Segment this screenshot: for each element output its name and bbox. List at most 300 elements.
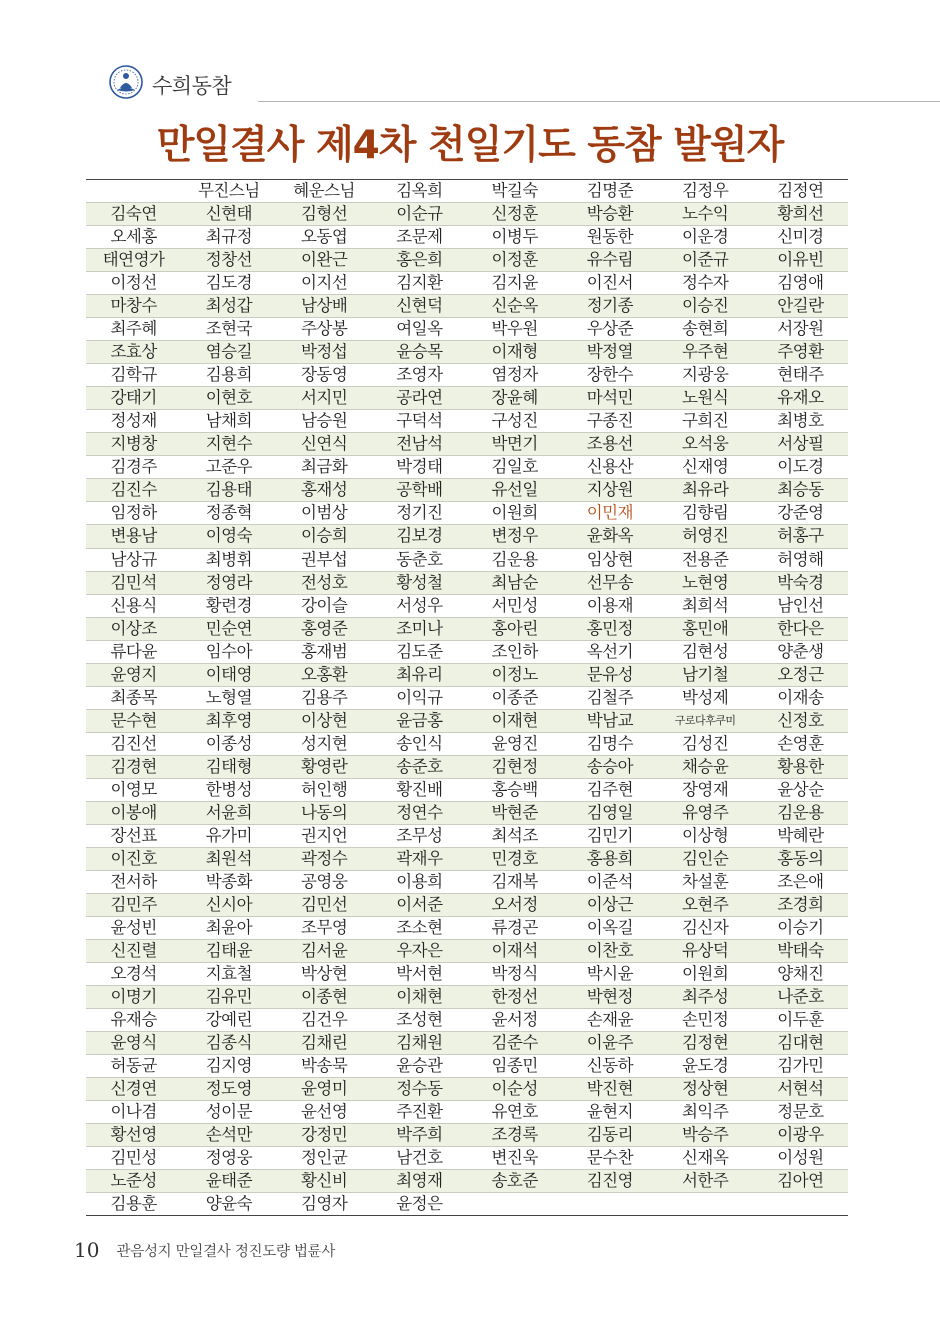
name-cell: 나동의 [300, 802, 348, 822]
name-cell: 곽정수 [300, 848, 348, 868]
name-cell: 공라연 [396, 388, 443, 408]
name-cell: 윤금홍 [396, 710, 443, 730]
name-cell: 황영란 [300, 756, 348, 776]
name-cell: 김태윤 [205, 941, 253, 961]
name-cell: 최원석 [205, 848, 253, 868]
name-cell: 조경록 [491, 1125, 538, 1145]
name-cell: 최종목 [110, 687, 157, 707]
name-cell: 전용준 [681, 549, 729, 569]
name-cell: 최유리 [396, 664, 443, 684]
name-cell: 최병휘 [205, 549, 253, 569]
table-row [86, 1009, 848, 1032]
table-row [86, 1170, 848, 1193]
name-cell: 조성현 [396, 1010, 443, 1030]
table-row [86, 1147, 848, 1170]
name-cell: 변정우 [491, 526, 538, 546]
name-cell: 정성재 [110, 411, 157, 431]
name-cell: 박정열 [586, 342, 634, 362]
name-cell: 손영훈 [777, 733, 824, 753]
name-cell: 변용남 [110, 526, 157, 546]
name-cell: 이승희 [300, 526, 348, 546]
name-cell: 오경석 [110, 964, 157, 984]
name-cell: 김태형 [205, 756, 253, 776]
name-cell [658, 1193, 753, 1216]
name-cell: 황성철 [396, 572, 443, 592]
name-cell: 신경연 [110, 1079, 157, 1099]
name-cell: 송준호 [396, 756, 443, 776]
name-cell: 신미경 [777, 227, 824, 247]
table-row [86, 572, 848, 595]
name-cell: 최금화 [300, 457, 348, 477]
table-row [86, 917, 848, 940]
name-cell: 정수동 [396, 1079, 443, 1099]
name-cell: 홍동의 [777, 848, 824, 868]
name-cell: 정영라 [205, 572, 253, 592]
name-cell: 성지현 [300, 733, 348, 753]
name-cell: 윤정은 [396, 1194, 443, 1214]
name-cell: 이상형 [681, 825, 729, 845]
name-cell: 황신비 [300, 1171, 348, 1191]
name-cell: 나준호 [777, 987, 824, 1007]
name-cell: 최유라 [681, 480, 729, 500]
name-cell: 이태영 [205, 664, 253, 684]
name-cell: 류경곤 [491, 918, 538, 937]
name-cell [86, 180, 181, 202]
table-row [86, 1032, 848, 1055]
table-row [86, 479, 848, 502]
name-cell: 허홍구 [777, 526, 824, 546]
name-cell: 김도준 [396, 641, 443, 661]
name-cell: 김영자 [300, 1194, 348, 1214]
name-cell: 신시아 [205, 894, 253, 914]
name-cell: 구로다후쿠미 [674, 713, 736, 727]
name-cell: 김용희 [205, 365, 253, 385]
name-cell: 이성원 [777, 1148, 824, 1168]
table-row [86, 710, 848, 733]
name-cell: 김건우 [300, 1010, 348, 1030]
name-cell: 서지민 [300, 388, 348, 408]
name-cell: 한병성 [205, 779, 253, 799]
table-row [86, 433, 848, 456]
name-cell: 최승동 [777, 480, 824, 500]
name-cell: 윤영지 [110, 664, 157, 684]
name-cell: 홍아린 [491, 618, 538, 638]
name-cell: 김민기 [586, 825, 634, 845]
name-cell: 지상원 [586, 480, 634, 500]
name-cell: 오서정 [491, 894, 538, 914]
name-cell: 송현희 [681, 319, 729, 339]
name-cell: 서민성 [491, 595, 538, 615]
name-cell: 박정식 [491, 964, 538, 984]
name-cell: 최규정 [205, 227, 253, 247]
name-cell: 이민재 [586, 503, 634, 523]
name-cell: 양춘생 [777, 641, 824, 661]
name-cell: 박승주 [681, 1125, 729, 1145]
name-cell: 최익주 [681, 1102, 729, 1122]
name-cell: 서상필 [777, 434, 824, 454]
name-cell: 주진환 [396, 1102, 443, 1122]
table-row [86, 318, 848, 341]
name-cell: 이봉애 [110, 802, 157, 822]
name-cell: 정기진 [396, 503, 443, 523]
name-cell: 이두훈 [777, 1010, 824, 1030]
name-cell: 손재윤 [586, 1010, 634, 1030]
name-cell: 조현국 [205, 319, 253, 339]
name-cell: 이서준 [396, 894, 443, 914]
table-row [86, 848, 848, 871]
name-cell: 김준수 [491, 1033, 538, 1053]
name-cell: 최주성 [681, 987, 729, 1007]
name-cell: 최석조 [491, 825, 538, 845]
name-cell: 김재복 [491, 871, 538, 891]
name-cell: 유영주 [681, 802, 729, 822]
name-cell: 이순성 [491, 1079, 538, 1099]
name-cell: 강태기 [110, 388, 157, 408]
table-row [86, 894, 848, 917]
name-cell: 김숙연 [110, 204, 157, 224]
name-cell: 이용희 [396, 871, 443, 891]
name-cell: 강정민 [300, 1125, 348, 1145]
name-cell: 선무송 [586, 572, 634, 592]
table-row [86, 963, 848, 986]
name-cell: 장윤혜 [491, 388, 538, 408]
name-cell: 황진배 [396, 779, 443, 799]
name-cell: 우주현 [681, 342, 729, 362]
name-cell: 이종성 [205, 733, 253, 753]
name-cell: 이재송 [777, 687, 824, 707]
name-cell: 김민주 [110, 894, 157, 914]
name-cell: 유수림 [586, 250, 634, 270]
name-cell: 박상현 [300, 964, 348, 984]
name-cell: 최희석 [681, 595, 729, 615]
name-cell: 이도경 [777, 457, 824, 477]
name-cell: 이윤주 [586, 1033, 634, 1053]
table-row [86, 226, 848, 249]
name-cell: 양채진 [777, 964, 824, 984]
name-cell: 강예린 [205, 1010, 253, 1030]
name-cell: 류다윤 [110, 641, 157, 661]
name-cell: 문수현 [110, 710, 157, 730]
table-row [86, 1055, 848, 1078]
name-cell: 이찬호 [586, 941, 634, 961]
table-row [86, 249, 848, 272]
name-cell: 홍은희 [396, 250, 443, 270]
name-cell: 박진현 [586, 1079, 634, 1099]
name-cell: 남채희 [205, 411, 253, 431]
name-cell: 송호준 [491, 1171, 538, 1191]
name-cell: 윤화옥 [586, 526, 634, 546]
name-cell: 이정훈 [491, 250, 538, 270]
name-cell: 조용선 [586, 434, 634, 454]
name-cell: 조문제 [396, 227, 443, 247]
name-cell: 황희선 [777, 204, 824, 224]
table-row [86, 756, 848, 779]
name-cell: 서성우 [396, 595, 443, 615]
table-row [86, 687, 848, 710]
name-cell: 황용한 [777, 756, 824, 776]
name-cell: 여일옥 [396, 319, 443, 339]
name-cell: 김주현 [586, 779, 634, 799]
name-cell: 박길숙 [491, 181, 538, 200]
name-cell: 유재승 [110, 1010, 157, 1030]
name-cell: 조무영 [300, 918, 348, 937]
name-cell: 김민석 [110, 572, 157, 592]
name-cell: 지병창 [110, 434, 157, 454]
table-row [86, 1078, 848, 1101]
name-cell: 문수찬 [586, 1148, 634, 1168]
name-cell: 박송묵 [300, 1056, 348, 1076]
name-cell: 윤현지 [586, 1102, 634, 1122]
name-cell: 김진선 [110, 733, 157, 753]
name-cell: 최주혜 [110, 319, 157, 339]
name-cell: 지현수 [205, 434, 253, 454]
name-cell: 이원희 [681, 964, 729, 984]
table-row [86, 825, 848, 848]
table-row [86, 272, 848, 295]
name-cell: 박현준 [491, 802, 538, 822]
name-cell: 황선영 [110, 1125, 157, 1145]
name-cell: 공영웅 [300, 871, 348, 891]
section-title: 수희동참 [152, 74, 232, 98]
name-cell: 김운용 [491, 549, 538, 569]
name-cell: 노수익 [681, 204, 729, 224]
name-cell: 우자은 [396, 941, 443, 961]
name-cell: 남상배 [300, 296, 348, 316]
name-cell: 고준우 [205, 457, 253, 477]
name-cell: 마창수 [110, 296, 157, 316]
name-cell: 김정현 [681, 1033, 729, 1053]
name-cell: 이나겸 [110, 1102, 157, 1122]
name-cell: 한다은 [777, 618, 824, 638]
name-cell: 구종진 [586, 411, 634, 431]
name-cell: 노원식 [681, 388, 729, 408]
name-cell: 박우원 [491, 319, 538, 339]
name-cell: 서한주 [681, 1171, 729, 1191]
name-cell: 허동균 [110, 1056, 157, 1076]
name-cell: 김운용 [777, 802, 824, 822]
name-cell: 김옥희 [396, 181, 443, 200]
table-row [86, 986, 848, 1009]
buddha-lotus-logo-icon [108, 64, 144, 100]
name-cell: 문유성 [586, 664, 634, 684]
name-cell: 권지언 [300, 825, 348, 845]
name-cell: 김형선 [300, 204, 348, 224]
name-cell: 황련경 [205, 595, 253, 615]
name-cell: 박주희 [396, 1125, 443, 1145]
name-cell: 유상덕 [681, 941, 729, 961]
name-cell: 정인균 [300, 1148, 348, 1168]
name-cell: 이익규 [396, 687, 443, 707]
name-cell: 전성호 [300, 572, 348, 592]
name-cell: 박현정 [586, 987, 634, 1007]
name-cell: 민순연 [205, 618, 253, 638]
name-cell: 이현호 [205, 388, 253, 408]
name-cell: 조미나 [396, 618, 443, 638]
name-cell: 김학규 [110, 365, 157, 385]
name-cell: 조은애 [777, 871, 824, 891]
table-row [86, 456, 848, 479]
table-row [86, 387, 848, 410]
name-cell: 우상준 [586, 319, 634, 339]
table-row [86, 940, 848, 963]
name-cell: 윤태준 [205, 1171, 253, 1191]
name-cell: 김명준 [586, 181, 634, 200]
name-cell: 허인행 [300, 779, 348, 799]
name-cell: 구희진 [681, 411, 729, 431]
name-cell: 신동하 [586, 1056, 634, 1076]
name-cell: 이승진 [681, 296, 729, 316]
name-cell: 김지환 [396, 273, 443, 293]
name-cell: 홍영준 [300, 618, 348, 638]
name-cell: 장선표 [110, 825, 157, 845]
name-cell: 박경태 [396, 457, 443, 477]
name-cell: 김명수 [586, 733, 634, 753]
name-cell: 정창선 [205, 250, 253, 270]
name-cell: 전서하 [110, 871, 157, 891]
name-cell: 이진호 [110, 848, 157, 868]
name-cell: 박면기 [491, 434, 538, 454]
page-title: 만일결사 제4차 천일기도 동참 발원자 [156, 123, 784, 168]
name-cell: 김진영 [586, 1171, 634, 1191]
name-cell: 김용주 [300, 687, 348, 707]
name-cell: 이운경 [681, 227, 729, 247]
name-cell: 박종화 [205, 871, 253, 891]
name-cell: 이상조 [110, 618, 157, 638]
name-cell: 김유민 [205, 987, 253, 1007]
name-cell: 신용식 [110, 595, 157, 615]
name-cell: 최남순 [491, 572, 538, 592]
table-row [86, 1193, 848, 1216]
name-cell: 윤서정 [491, 1010, 538, 1030]
name-cell: 마석민 [586, 388, 634, 408]
name-cell: 김용태 [205, 480, 253, 500]
name-cell: 김채원 [396, 1033, 443, 1053]
page-number: 10 [74, 1238, 100, 1262]
table-row [86, 664, 848, 687]
name-cell: 김용훈 [110, 1194, 157, 1214]
name-cell [467, 1193, 562, 1216]
table-row [86, 595, 848, 618]
name-cell: 이정선 [110, 273, 157, 293]
table-row [86, 618, 848, 641]
name-cell: 양윤숙 [205, 1194, 253, 1214]
name-cell: 이병두 [491, 227, 538, 247]
name-cell: 조인하 [491, 641, 538, 661]
name-cell: 이정노 [491, 664, 538, 684]
page-footer [74, 1238, 335, 1262]
name-cell: 변진욱 [491, 1148, 538, 1168]
name-cell: 김정연 [777, 181, 824, 200]
name-cell: 정상현 [681, 1079, 729, 1099]
name-cell: 이진서 [586, 273, 634, 293]
name-cell: 임수아 [205, 641, 253, 661]
name-cell: 김아연 [777, 1171, 824, 1191]
name-cell [753, 1193, 848, 1216]
name-cell: 염정자 [491, 365, 538, 385]
name-cell: 박정섭 [300, 342, 348, 362]
name-cell: 조영자 [396, 365, 443, 385]
table-row [86, 779, 848, 802]
name-cell: 이완근 [300, 250, 348, 270]
name-cell: 민경호 [491, 848, 538, 868]
name-cell: 지광웅 [681, 365, 729, 385]
name-cell: 윤도경 [681, 1056, 729, 1076]
name-cell: 김보경 [396, 526, 443, 546]
name-cell: 노현영 [681, 572, 729, 592]
name-cell: 임종민 [491, 1056, 538, 1076]
name-cell: 신순옥 [491, 296, 538, 316]
table-row [86, 203, 848, 226]
name-cell: 채승윤 [681, 756, 729, 776]
name-cell: 윤선영 [300, 1102, 348, 1122]
name-cell: 장영재 [681, 779, 729, 799]
name-cell: 박승환 [586, 204, 634, 224]
name-cell: 권부섭 [300, 549, 348, 569]
name-cell: 유재오 [777, 388, 824, 408]
name-cell: 안길란 [777, 296, 824, 316]
name-cell: 손민정 [681, 1010, 729, 1030]
name-cell: 임정하 [110, 503, 157, 523]
name-cell: 오홍환 [300, 664, 348, 684]
name-cell: 윤승목 [396, 342, 443, 362]
name-cell: 이옥길 [586, 918, 634, 937]
name-cell: 박태숙 [777, 941, 824, 961]
name-cell: 조무성 [396, 825, 443, 845]
name-cell: 신용산 [586, 457, 634, 477]
name-cell: 이재형 [491, 342, 538, 362]
name-cell: 윤성빈 [110, 918, 157, 937]
name-cell: 정종혁 [205, 503, 253, 523]
name-cell: 손석만 [205, 1125, 253, 1145]
name-cell: 신현태 [205, 204, 253, 224]
table-row [86, 641, 848, 664]
name-cell: 김지윤 [491, 273, 538, 293]
name-cell: 홍용희 [586, 848, 634, 868]
name-cell: 박숙경 [777, 572, 824, 592]
name-cell: 남승원 [300, 411, 348, 431]
name-cell: 송승아 [586, 756, 634, 776]
name-cell: 서장원 [777, 319, 824, 339]
table-row [86, 733, 848, 756]
name-cell: 홍재성 [300, 480, 348, 500]
name-cell: 이광우 [777, 1125, 824, 1145]
name-cell: 김도경 [205, 273, 253, 293]
name-cell: 구덕석 [396, 411, 443, 431]
name-cell: 조효상 [110, 342, 157, 362]
name-cell: 조소현 [396, 918, 443, 937]
name-cell: 이재석 [491, 941, 538, 961]
name-cell: 남인선 [777, 595, 824, 615]
name-cell: 이상현 [300, 710, 348, 730]
name-cell: 최영재 [396, 1171, 443, 1191]
name-cell: 오석웅 [681, 434, 729, 454]
name-cell: 정연수 [396, 802, 443, 822]
name-cell: 윤상순 [777, 779, 824, 799]
name-cell: 김정우 [681, 181, 729, 200]
name-cell: 김동리 [586, 1125, 634, 1145]
name-cell: 차설훈 [681, 871, 729, 891]
name-cell: 김성진 [681, 733, 729, 753]
name-cell: 김민성 [110, 1148, 157, 1168]
name-cell: 이승기 [777, 918, 824, 937]
name-cell: 박남교 [586, 710, 634, 730]
name-cell: 주상봉 [300, 319, 348, 339]
name-cell: 이범상 [300, 503, 348, 523]
name-cell: 김철주 [586, 687, 634, 707]
table-row [86, 295, 848, 318]
name-cell: 신연식 [300, 434, 348, 454]
name-cell: 윤승관 [396, 1056, 443, 1076]
